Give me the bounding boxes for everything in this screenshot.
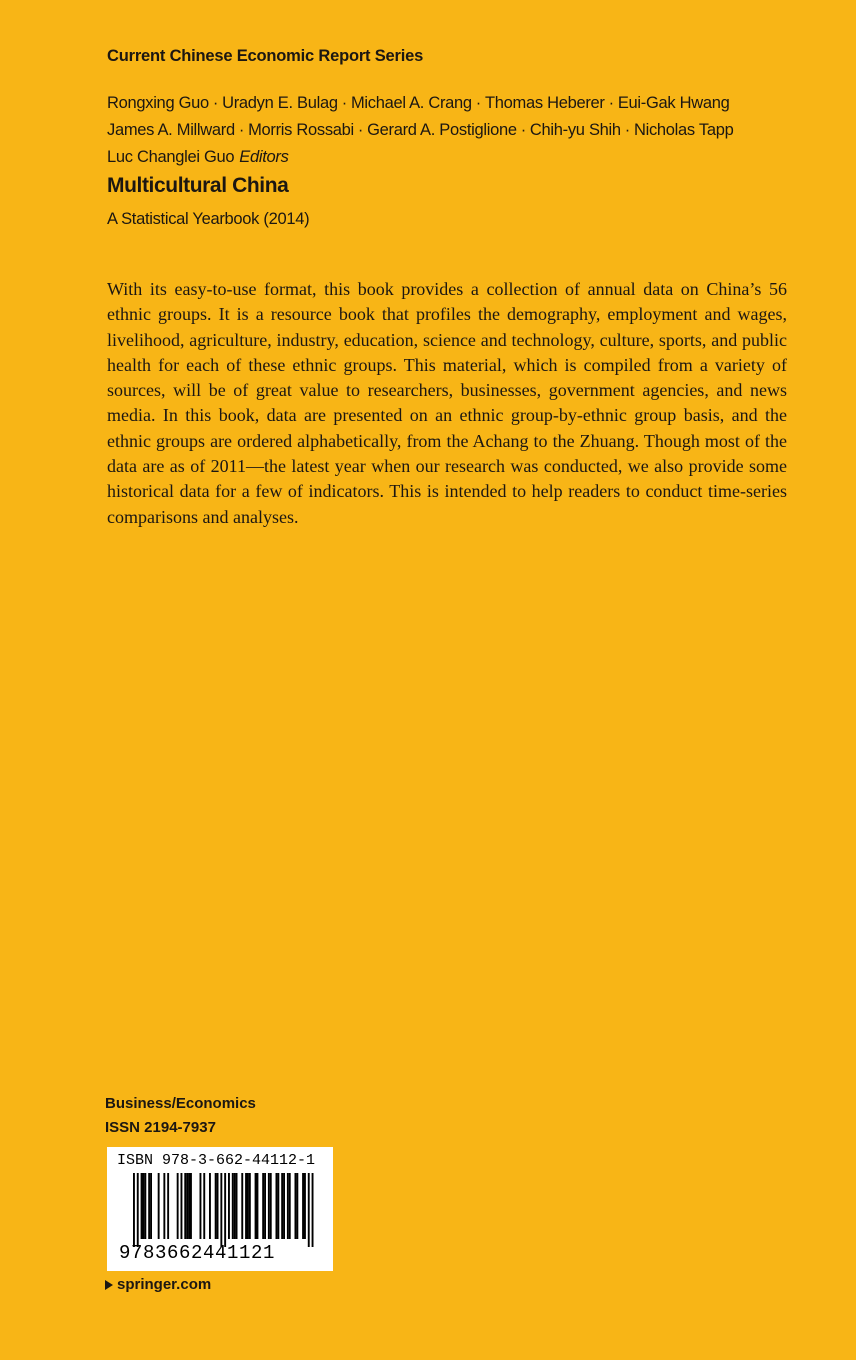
barcode-bar [241,1173,243,1239]
name-separator: · [475,94,481,112]
name-separator: · [212,94,219,112]
barcode-bar [232,1173,234,1239]
barcode-bar [158,1173,160,1239]
name-separator: · [341,94,347,112]
editor-name: Michael A. Crang [350,94,472,112]
barcode-bar [190,1173,192,1239]
editors-role: Editors [239,148,289,166]
name-separator: · [520,121,526,139]
barcode-bar [308,1173,310,1247]
barcode-bar [249,1173,251,1239]
barcode-bar [141,1173,143,1239]
barcode-bar [268,1173,270,1239]
barcode-bar [186,1173,188,1239]
barcode-bar [163,1173,165,1239]
barcode-bar [220,1173,222,1247]
name-separator: · [357,121,364,139]
barcode-bar [257,1173,259,1239]
barcode-bar [236,1173,238,1239]
barcode-bar [302,1173,304,1239]
barcode-bar [144,1173,146,1239]
editors-line [107,90,827,117]
barcode-bar [150,1173,152,1239]
barcode-bar [247,1173,249,1239]
editor-name: Gerard A. Postiglione [367,121,517,139]
barcode-bar [184,1173,186,1239]
barcode-digits: 9783662441121 [119,1242,276,1264]
barcode-bar [177,1173,179,1239]
series-title: Current Chinese Economic Report Series [107,47,424,65]
barcode-bar [289,1173,291,1239]
barcode-bar [287,1173,289,1239]
barcode-bar [245,1173,247,1239]
barcode-bar [181,1173,183,1239]
barcode-bar [137,1173,139,1247]
editor-name: Thomas Heberer [485,94,605,112]
barcode-bar [203,1173,205,1239]
isbn-label: ISBN 978-3-662-44112-1 [117,1152,316,1169]
barcode-bar [148,1173,150,1239]
editor-name: Rongxing Guo [107,94,209,112]
book-description: With its easy-to-use format, this book provides a collection of annual data on China’s 56 ethnic groups. It is a resource book that profiles the demography, employment and wages, livelihood, agriculture, industry, education, science and technology, culture, sports, and public health for each of these ethnic groups. This material, which is compiled from a variety of sources, will be of great value to researchers, businesses, government agencies, and news media. In this book, data are presented on an ethnic group-by-ethnic group basis, and the ethnic groups are ordered alphabetically, from the Achang to the Zhuang. Though most of the data are as of 2011—the latest year when our research was conducted, we also provide some historical data for a few of indicators. This is intended to help readers to conduct time-series comparisons and analyses. [107,279,787,527]
book-title: Multicultural China [107,174,289,197]
barcode-bar [264,1173,266,1239]
barcode-bar [281,1173,283,1239]
editors-list [107,90,827,171]
barcode-bar [228,1173,230,1239]
editor-name: Morris Rossabi [248,121,354,139]
barcode-bar [133,1173,135,1247]
barcode-bar [304,1173,306,1239]
arrow-right-icon [105,1280,113,1290]
barcode-bar [215,1173,217,1239]
publisher-website[interactable] [105,1276,211,1293]
barcode-bar [188,1173,190,1239]
editors-line [107,144,827,171]
name-separator: · [238,121,245,139]
barcode-bar [295,1173,297,1239]
barcode-box [107,1147,333,1271]
subject-category: Business/Economics [105,1095,256,1112]
name-separator: · [608,94,614,112]
barcode-bar [277,1173,279,1239]
book-subtitle: A Statistical Yearbook (2014) [107,210,310,228]
barcode-bar [255,1173,257,1239]
editor-name: James A. Millward [107,121,235,139]
name-separator: · [624,121,630,139]
editor-name: Luc Changlei Guo [107,148,235,166]
barcode-bar [262,1173,264,1239]
barcode-bar [167,1173,169,1239]
editor-name: Nicholas Tapp [634,121,734,139]
issn-number: ISSN 2194-7937 [105,1119,216,1136]
barcode-bar [283,1173,285,1239]
barcode-bar [209,1173,211,1239]
barcode-bar [312,1173,314,1247]
barcode-bar [224,1173,226,1247]
website-label: springer.com [117,1276,212,1293]
barcode-bar [234,1173,236,1239]
editors-line [107,117,827,144]
barcode-bar [143,1173,145,1239]
editor-name: Eui-Gak Hwang [617,94,730,112]
barcode-bar [296,1173,298,1239]
editor-name: Uradyn E. Bulag [222,94,338,112]
barcode-bar [217,1173,219,1239]
editor-name: Chih-yu Shih [529,121,621,139]
barcode-bar [276,1173,278,1239]
barcode-bar [270,1173,272,1239]
barcode-bar [200,1173,202,1239]
